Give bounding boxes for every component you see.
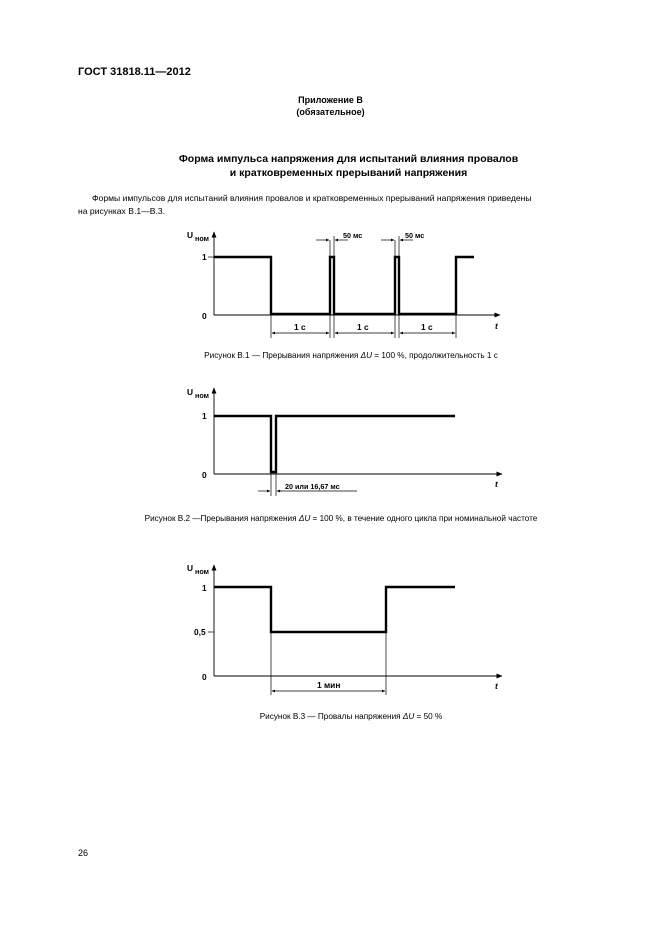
fig1-duration-label-1: 1 с — [294, 322, 306, 332]
fig1-tick-high: 1 — [202, 252, 207, 262]
figure-2-caption: Рисунок В.2 —Прерывания напряжения ΔU = 100 %, в течение одного цикла при номинальной частоте — [144, 514, 538, 523]
fig1-y-subscript: ном — [195, 234, 209, 243]
fig3-y-subscript: ном — [195, 567, 209, 576]
fig3-tick-high: 1 — [202, 583, 207, 593]
fig2-y-label: U — [187, 387, 194, 397]
fig1-pulse-label-1: 50 мс — [343, 231, 363, 240]
fig3-tick-zero: 0 — [202, 672, 207, 682]
fig2-tick-high: 1 — [202, 411, 207, 421]
fig2-tick-zero: 0 — [202, 470, 207, 480]
document-header: ГОСТ 31818.11—2012 — [78, 66, 191, 78]
fig1-duration-label-3: 1 с — [421, 322, 433, 332]
fig3-y-label: U — [187, 563, 194, 573]
fig3-signal — [214, 587, 455, 632]
intro-paragraph-line2: на рисунках В.1—В.3. — [78, 206, 166, 216]
page-number: 26 — [78, 848, 89, 858]
figure-1-caption: Рисунок В.1 — Прерывания напряжения ΔU = 100 %, продолжительность 1 с — [204, 351, 498, 360]
fig1-tick-zero: 0 — [202, 311, 207, 321]
section-title-line2: и кратковременных прерываний напряжения — [229, 167, 468, 179]
section-title-line1: Форма импульса напряжения для испытаний влияния провалов — [178, 153, 519, 165]
fig2-y-subscript: ном — [195, 391, 209, 400]
fig1-x-label: t — [495, 321, 498, 331]
fig1-duration-label-2: 1 с — [357, 322, 369, 332]
fig2-duration-label: 20 или 16,67 мс — [285, 482, 340, 491]
fig2-x-label: t — [495, 479, 498, 489]
fig3-tick-half: 0,5 — [194, 627, 206, 637]
fig3-x-label: t — [495, 681, 498, 691]
fig1-pulse-label-2: 50 мс — [405, 231, 425, 240]
figure-3-caption: Рисунок В.3 — Провалы напряжения ΔU = 50 % — [259, 712, 443, 721]
intro-paragraph-line1: Формы импульсов для испытаний влияния провалов и кратковременных прерываний напряжения приведены — [92, 193, 532, 203]
appendix-subtitle: (обязательное) — [296, 107, 365, 117]
appendix-title: Приложение В — [298, 95, 363, 105]
fig1-y-label: U — [187, 230, 194, 240]
fig3-duration-label: 1 мин — [317, 680, 341, 690]
